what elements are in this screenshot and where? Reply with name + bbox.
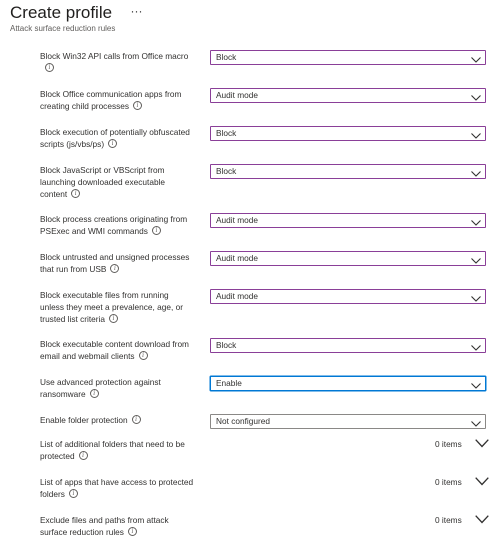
info-icon[interactable]: i <box>71 189 80 198</box>
setting-label-line: Use advanced protection against <box>40 377 161 387</box>
setting-label-line: Block executable content download from <box>40 339 189 349</box>
setting-label <box>40 164 205 200</box>
setting-label <box>40 289 205 325</box>
dropdown-value: Block <box>216 166 237 176</box>
dropdown-value: Block <box>216 128 237 138</box>
items-expander[interactable] <box>435 476 462 488</box>
chevron-down-icon <box>471 255 481 262</box>
dropdown-value: Not configured <box>216 416 270 426</box>
setting-label-line: launching downloaded executable <box>40 177 166 187</box>
info-icon[interactable]: i <box>90 389 99 398</box>
setting-label <box>40 438 205 462</box>
info-icon[interactable]: i <box>152 226 161 235</box>
dropdown-value: Enable <box>216 378 242 388</box>
setting-label-line: Block Office communication apps from <box>40 89 182 99</box>
setting-dropdown[interactable] <box>210 289 486 304</box>
setting-dropdown[interactable] <box>210 251 486 266</box>
setting-label-line: protected <box>40 451 75 461</box>
setting-dropdown[interactable] <box>210 338 486 353</box>
setting-label-line: that run from USB <box>40 264 107 274</box>
info-icon[interactable]: i <box>139 351 148 360</box>
info-icon[interactable]: i <box>79 451 88 460</box>
setting-label <box>40 338 205 362</box>
setting-label <box>40 251 205 275</box>
items-count: 0 items <box>435 477 462 487</box>
setting-dropdown[interactable] <box>210 126 486 141</box>
setting-label-line: folders <box>40 489 65 499</box>
setting-label <box>40 213 205 237</box>
dropdown-value: Block <box>216 52 237 62</box>
dropdown-value: Audit mode <box>216 215 258 225</box>
info-icon[interactable]: i <box>109 314 118 323</box>
chevron-down-icon <box>471 130 481 137</box>
items-expander[interactable] <box>435 514 462 526</box>
info-icon[interactable]: i <box>132 415 141 424</box>
setting-label-line: Exclude files and paths from attack <box>40 515 169 525</box>
setting-label-line: trusted list criteria <box>40 314 106 324</box>
setting-label-line: ransomware <box>40 389 86 399</box>
setting-label-line: Block untrusted and unsigned processes <box>40 252 190 262</box>
setting-label-line: unless they meet a prevalence, age, or <box>40 302 183 312</box>
setting-label-line: Block process creations originating from <box>40 214 188 224</box>
chevron-down-icon <box>471 54 481 61</box>
setting-label-line: scripts (js/vbs/ps) <box>40 139 105 149</box>
setting-dropdown[interactable] <box>210 50 486 65</box>
items-expander[interactable] <box>435 438 462 450</box>
info-icon[interactable]: i <box>128 527 137 536</box>
chevron-down-icon <box>471 342 481 349</box>
page-title: Create profile <box>10 3 113 22</box>
setting-label-line: content <box>40 189 68 199</box>
setting-label <box>40 376 205 400</box>
setting-label-line: Block execution of potentially obfuscated <box>40 127 190 137</box>
info-icon[interactable]: i <box>69 489 78 498</box>
setting-label <box>40 414 205 426</box>
more-options-button[interactable]: ··· <box>130 4 143 18</box>
dropdown-value: Audit mode <box>216 291 258 301</box>
setting-label-line: Block Win32 API calls from Office macro <box>40 51 189 61</box>
info-icon[interactable]: i <box>45 63 54 72</box>
dropdown-value: Audit mode <box>216 253 258 263</box>
setting-label-line: List of additional folders that need to be <box>40 439 185 449</box>
chevron-down-icon <box>471 92 481 99</box>
page-subtitle: Attack surface reduction rules <box>10 24 116 33</box>
info-icon[interactable]: i <box>108 139 117 148</box>
setting-label-line: Block executable files from running <box>40 290 169 300</box>
setting-label-line: PSExec and WMI commands <box>40 226 148 236</box>
setting-label <box>40 126 205 150</box>
setting-dropdown[interactable] <box>210 213 486 228</box>
setting-dropdown[interactable] <box>210 376 486 391</box>
chevron-down-icon <box>471 380 481 387</box>
setting-label <box>40 50 205 74</box>
setting-label-line: email and webmail clients <box>40 351 135 361</box>
setting-label <box>40 514 205 538</box>
chevron-down-icon <box>471 293 481 300</box>
setting-label-line: creating child processes <box>40 101 130 111</box>
info-icon[interactable]: i <box>133 101 142 110</box>
setting-label-line: Block JavaScript or VBScript from <box>40 165 165 175</box>
dropdown-value: Block <box>216 340 237 350</box>
setting-label-line: surface reduction rules <box>40 527 124 537</box>
page-header <box>10 2 143 34</box>
chevron-down-icon <box>471 168 481 175</box>
setting-label-line: List of apps that have access to protected <box>40 477 194 487</box>
dropdown-value: Audit mode <box>216 90 258 100</box>
setting-label <box>40 88 205 112</box>
info-icon[interactable]: i <box>110 264 119 273</box>
setting-label <box>40 476 205 500</box>
chevron-down-icon <box>471 418 481 425</box>
setting-dropdown[interactable] <box>210 164 486 179</box>
items-count: 0 items <box>435 439 462 449</box>
setting-label-line: Enable folder protection <box>40 415 128 425</box>
chevron-down-icon <box>471 217 481 224</box>
setting-dropdown[interactable] <box>210 88 486 103</box>
setting-dropdown[interactable] <box>210 414 486 429</box>
items-count: 0 items <box>435 515 462 525</box>
